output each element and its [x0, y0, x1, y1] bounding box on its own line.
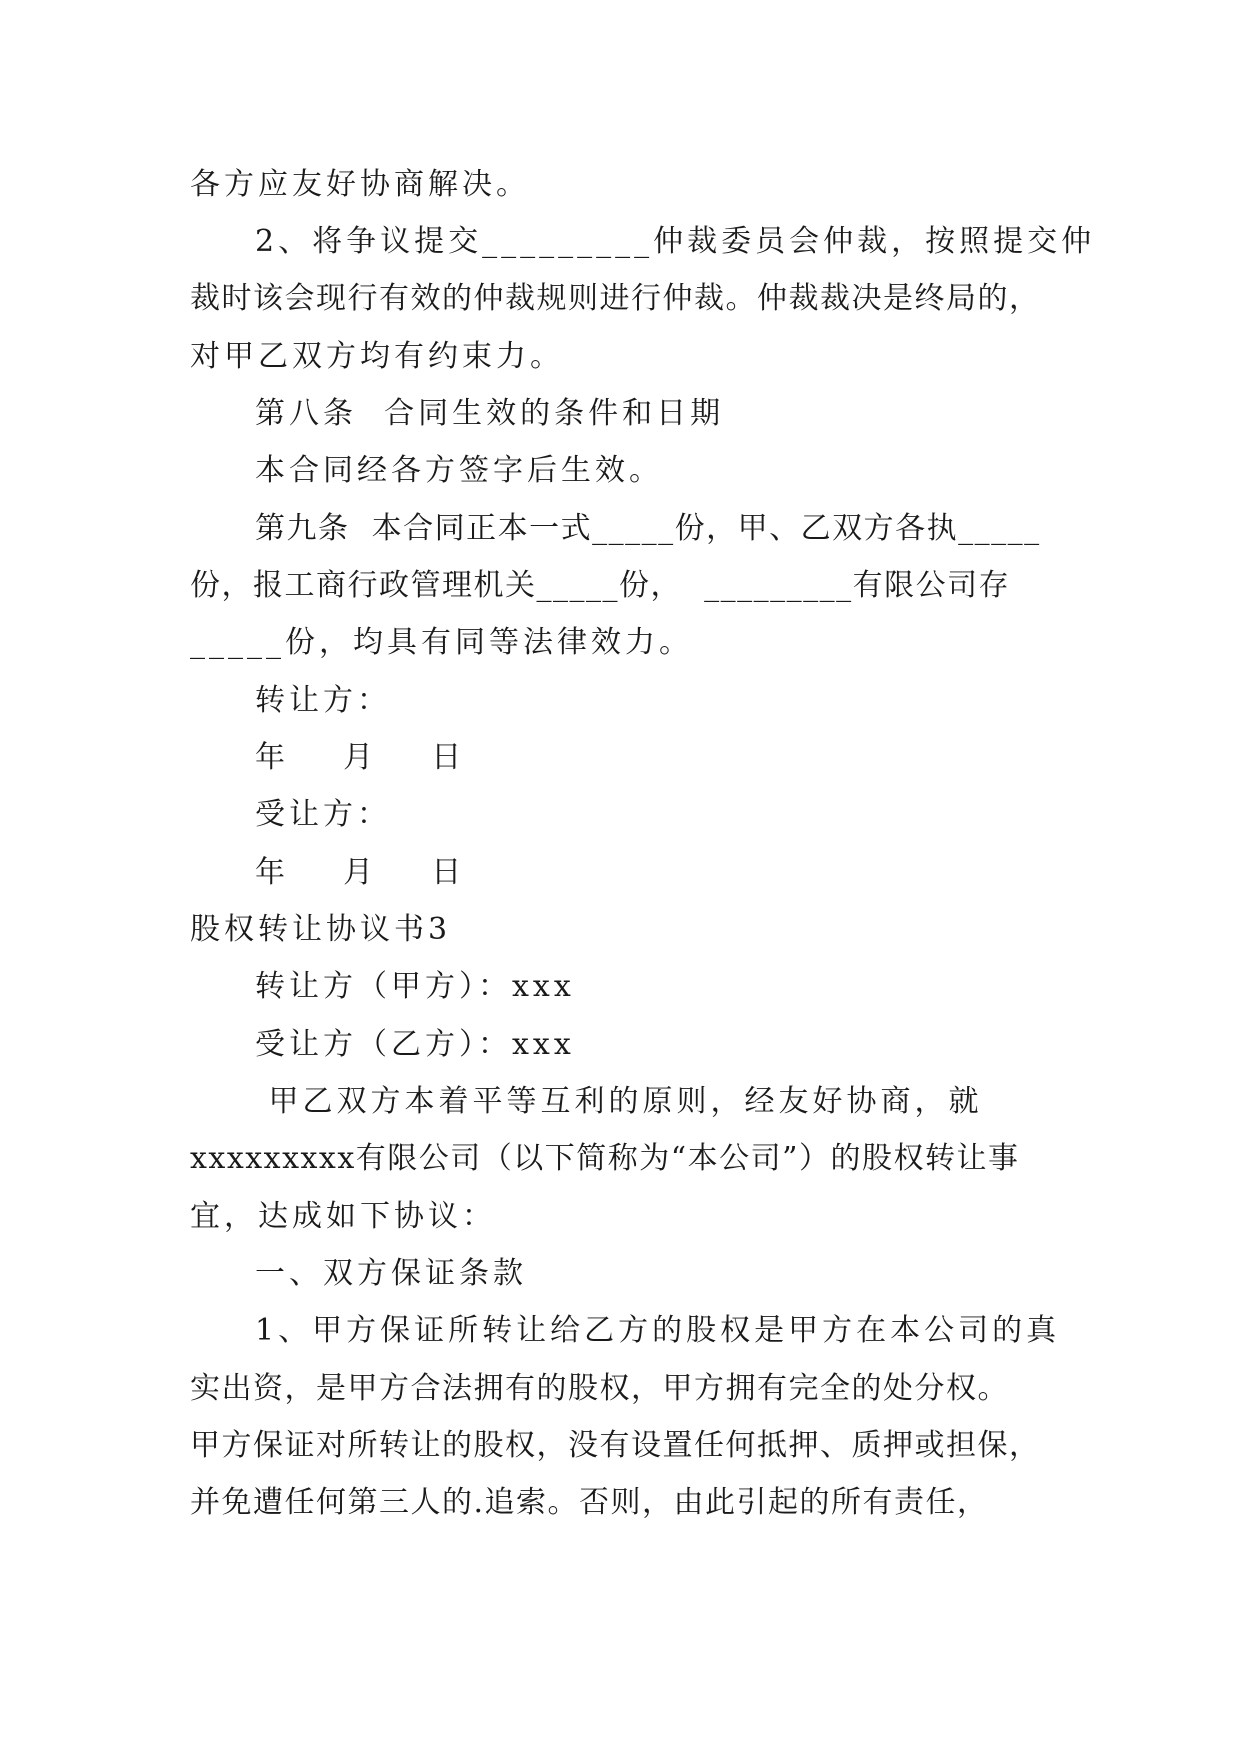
section-heading: 一、双方保证条款	[255, 1256, 527, 1291]
text-line: 宜，达成如下协议：	[190, 1199, 496, 1234]
party-line: 转让方（甲方）：xxx	[255, 969, 575, 1004]
document-title: 股权转让协议书3	[190, 912, 452, 947]
text-line: 2、将争议提交_________仲裁委员会仲裁，按照提交仲	[255, 224, 1096, 259]
text-line: _____份，均具有同等法律效力。	[190, 625, 693, 660]
text-line: 对甲乙双方均有约束力。	[190, 339, 564, 374]
text-line: xxxxxxxxx有限公司（以下简称为“本公司”）的股权转让事	[190, 1141, 1020, 1176]
text-line: 实出资，是甲方合法拥有的股权，甲方拥有完全的处分权。	[190, 1371, 1009, 1406]
signature-label: 转让方：	[255, 683, 391, 718]
date-line: 年 月 日	[255, 740, 466, 775]
section-heading: 第八条 合同生效的条件和日期	[255, 396, 725, 431]
text-line: 甲乙双方本着平等互利的原则，经友好协商，就	[255, 1084, 983, 1119]
date-line: 年 月 日	[255, 855, 466, 890]
signature-label: 受让方：	[255, 797, 391, 832]
text-line: 份，报工商行政管理机关_____份， _________有限公司存	[190, 568, 1011, 603]
text-line: 本合同经各方签字后生效。	[255, 453, 663, 488]
text-line: 各方应友好协商解决。	[190, 167, 530, 202]
text-line: 第九条 本合同正本一式_____份，甲、乙双方各执_____	[255, 511, 1041, 546]
party-line: 受让方（乙方）：xxx	[255, 1027, 575, 1062]
text-line: 甲方保证对所转让的股权，没有设置任何抵押、质押或担保，	[190, 1428, 1041, 1463]
text-line: 并免遭任何第三人的.追索。否则，由此引起的所有责任，	[190, 1485, 989, 1520]
text-line: 1、甲方保证所转让给乙方的股权是甲方在本公司的真	[255, 1313, 1061, 1348]
text-line: 裁时该会现行有效的仲裁规则进行仲裁。仲裁裁决是终局的，	[190, 281, 1041, 316]
